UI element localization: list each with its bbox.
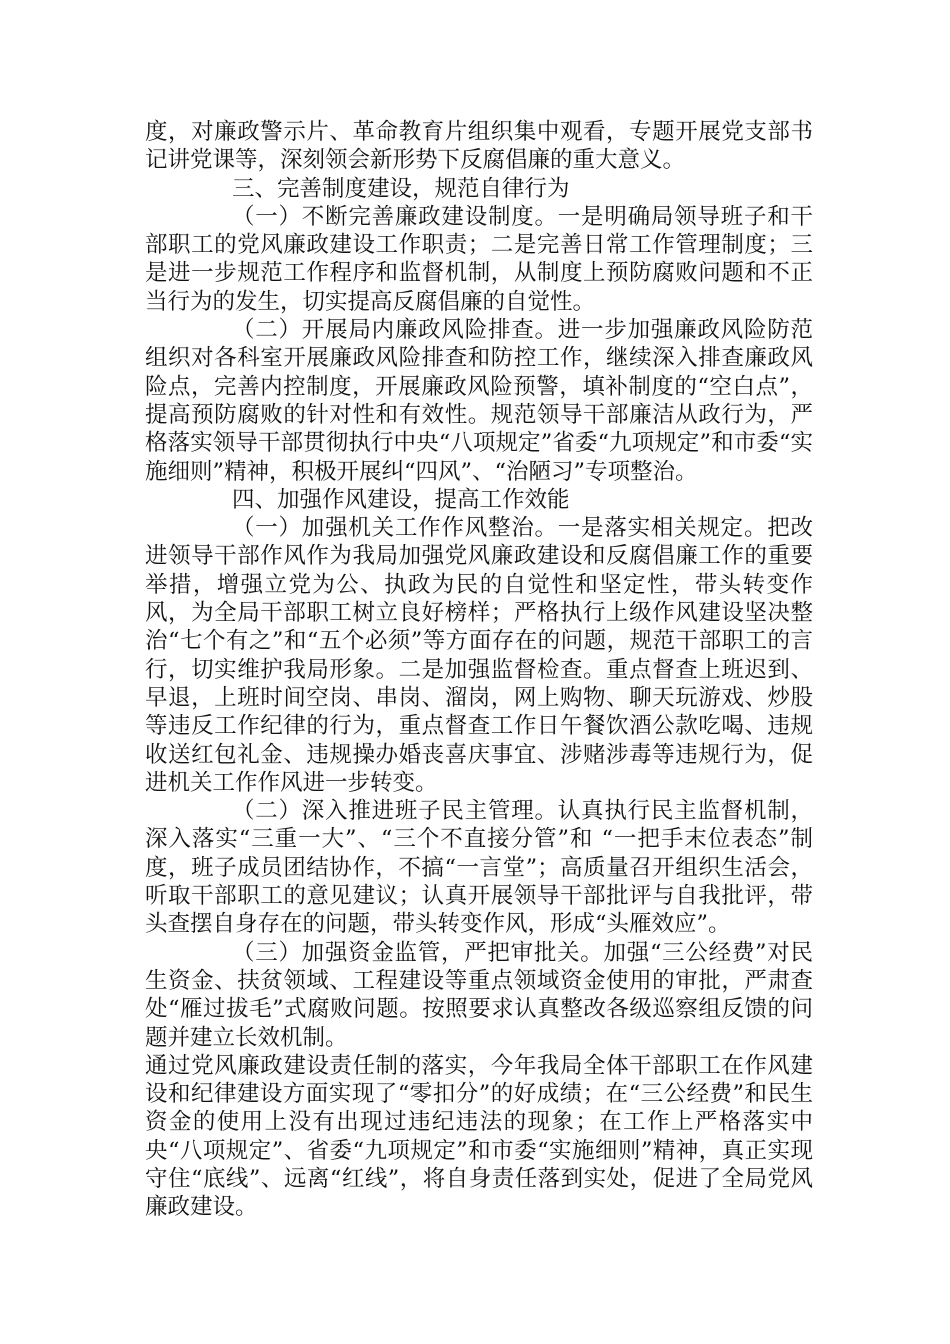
paragraph-4-1: （一）加强机关工作作风整治。一是落实相关规定。把改进领导干部作风作为我局加强党风廉政建设和反腐倡廉工作的重要举措，增强立党为公、执政为民的自觉性和坚定性，带头转变作风，为全局干部职工树立良好榜样；严格执行上级作风建设坚决整治“七个有之”和“五个必须”等方面存在的问题，规范干部职工的言行，切实维护我局形象。二是加强监督检查。重点督查上班迟到、早退，上班时间空岗、串岗、溜岗，网上购物、聊天玩游戏、炒股等违反工作纪律的行为，重点督查工作日午餐饮酒公款吃喝、违规收送红包礼金、违规操办婚丧喜庆事宜、涉赌涉毒等违规行为，促进机关工作作风进一步转变。 <box>145 515 813 796</box>
paragraph-4-2: （二）深入推进班子民主管理。认真执行民主监督机制，深入落实“三重一大”、“三个不直接分管”和 “一把手末位表态”制度，班子成员团结协作，不搞“一言堂”；高质量召开组织生活会，听取干部职工的意见建议；认真开展领导干部批评与自我批评，带头查摆自身存在的问题，带头转变作风，形成“头雁效应”。 <box>145 798 813 938</box>
section-heading-3: 三、完善制度建设，规范自律行为 <box>232 175 570 202</box>
paragraph-3-2: （二）开展局内廉政风险排查。进一步加强廉政风险防范组织对各科室开展廉政风险排查和防控工作，继续深入排查廉政风险点，完善内控制度，开展廉政风险预警，填补制度的“空白点”，提高预防腐败的针对性和有效性。规范领导干部廉洁从政行为，严格落实领导干部贯彻执行中央“八项规定”省委“九项规定”和市委“实施细则”精神，积极开展纠“四风”、“治陋习”专项整治。 <box>145 317 813 485</box>
paragraph-4-3: （三）加强资金监管，严把审批关。加强“三公经费”对民生资金、扶贫领域、工程建设等重点领域资金使用的审批，严肃查处“雁过拔毛”式腐败问题。按照要求认真整改各级巡察组反馈的问题并建立长效机制。 <box>145 939 813 1051</box>
paragraph-continuation: 度，对廉政警示片、革命教育片组织集中观看，专题开展党支部书记讲党课等，深刻领会新形势下反腐倡廉的重大意义。 <box>145 119 813 174</box>
section-heading-4: 四、加强作风建设，提高工作效能 <box>232 486 570 513</box>
paragraph-3-1: （一）不断完善廉政建设制度。一是明确局领导班子和干部职工的党风廉政建设工作职责；二是完善日常工作管理制度；三是进一步规范工作程序和监督机制，从制度上预防腐败问题和不正当行为的发生，切实提高反腐倡廉的自觉性。 <box>145 203 813 315</box>
document-body <box>145 118 813 1222</box>
paragraph-summary: 通过党风廉政建设责任制的落实，今年我局全体干部职工在作风建设和纪律建设方面实现了“零扣分”的好成绩；在“三公经费”和民生资金的使用上没有出现过违纪违法的现象；在工作上严格落实中央“八项规定”、省委“九项规定”和市委“实施细则”精神，真正实现守住“底线”、远离“红线”，将自身责任落到实处，促进了全局党风廉政建设。 <box>145 1052 813 1221</box>
